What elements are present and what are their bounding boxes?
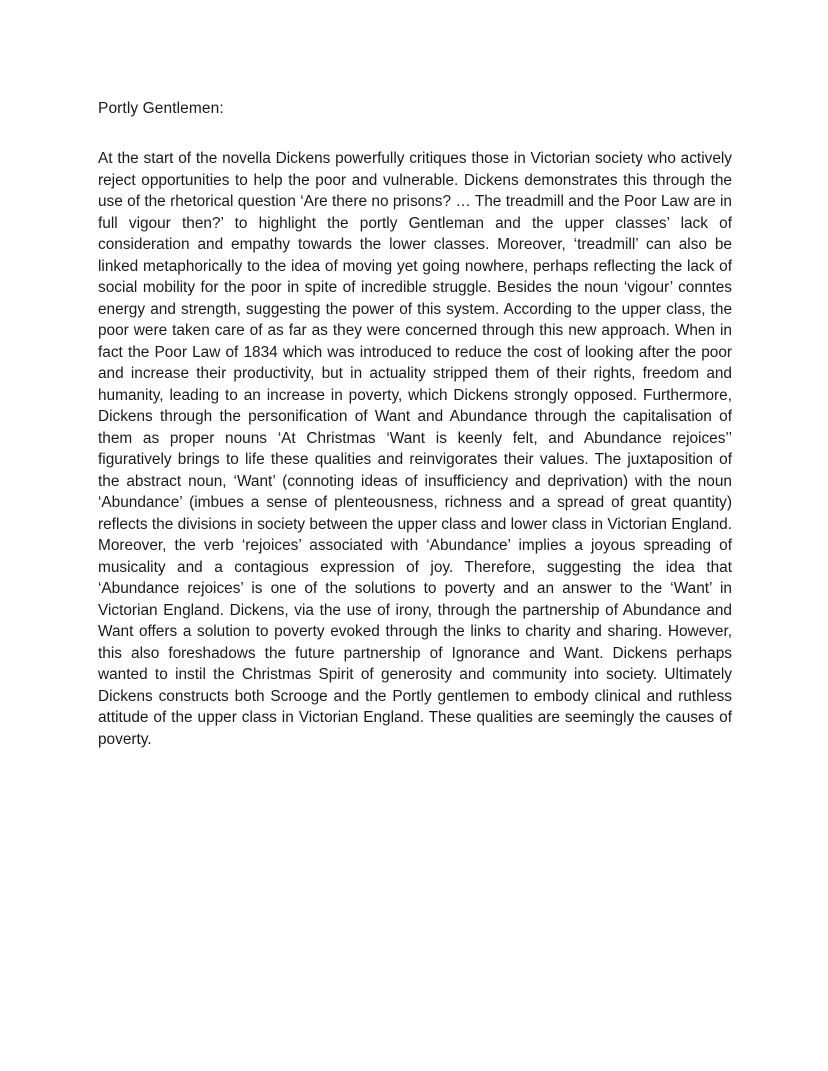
document-heading: Portly Gentlemen: <box>98 100 224 117</box>
essay-paragraph: At the start of the novella Dickens powerfully critiques those in Victorian society who actively reject opportunities to help the poor and vulnerable. Dickens demonstrates this through the use of the rhetorical question ‘Are there no prisons? … The treadmill and the Poor Law are in full vigour then?’ to highlight the portly Gentleman and the upper classes’ lack of consideration and empathy towards the lower classes. Moreover, ‘treadmill’ can also be linked metaphorically to the idea of moving yet going nowhere, perhaps reflecting the lack of social mobility for the poor in spite of incredible struggle. Besides the noun ‘vigour’ conntes energy and strength, suggesting the power of this system. According to the upper class, the poor were taken care of as far as they were concerned through this new approach. When in fact the Poor Law of 1834 which was introduced to reduce the cost of looking after the poor and increase their productivity, but in actuality stripped them of their rights, freedom and humanity, leading to an increase in poverty, which Dickens strongly opposed. Furthermore, Dickens through the personification of Want and Abundance through the capitalisation of them as proper nouns ‘At Christmas ‘Want is keenly felt, and Abundance rejoices’’ figuratively brings to life these qualities and reinvigorates their values. The juxtaposition of the abstract noun, ‘Want’ (connoting ideas of insufficiency and deprivation) with the noun ‘Abundance’ (imbues a sense of plenteousness, richness and a spread of great quantity) reflects the divisions in society between the upper class and lower class in Victorian England. Moreover, the verb ‘rejoices’ associated with ‘Abundance’ implies a joyous spreading of musicality and a contagious expression of joy. Therefore, suggesting the idea that ‘Abundance rejoices’ is one of the solutions to poverty and an answer to the ‘Want’ in Victorian England. Dickens, via the use of irony, through the partnership of Abundance and Want offers a solution to poverty evoked through the links to charity and sharing. However, this also foreshadows the future partnership of Ignorance and Want. Dickens perhaps wanted to instil the Christmas Spirit of generosity and community into society. Ultimately Dickens constructs both Scrooge and the Portly gentlemen to embody clinical and ruthless attitude of the upper class in Victorian England. These qualities are seemingly the causes of poverty. <box>98 150 732 748</box>
